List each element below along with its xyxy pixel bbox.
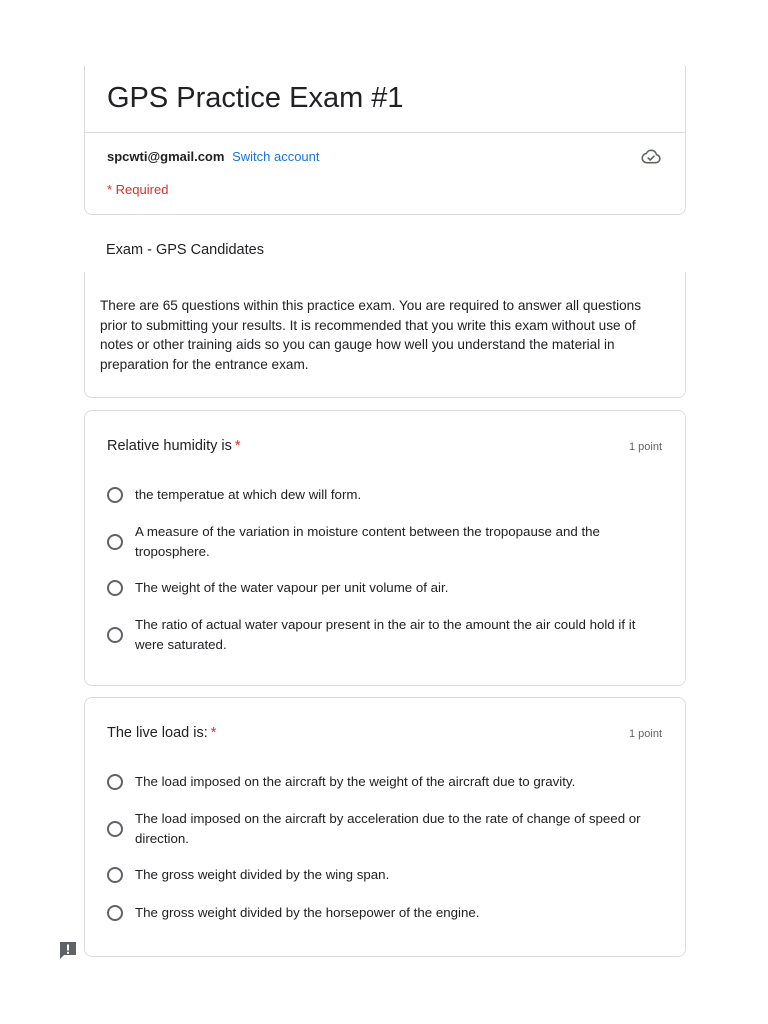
answer-option[interactable] <box>107 485 667 505</box>
question-title <box>107 438 241 454</box>
question-title <box>107 725 216 741</box>
answer-option[interactable] <box>107 865 667 885</box>
option-label: A measure of the variation in moisture content between the tropopause and the troposphere. <box>135 524 600 559</box>
account-email: spcwti@gmail.com <box>107 149 225 164</box>
feedback-icon[interactable] <box>59 941 77 961</box>
required-asterisk: * <box>210 725 217 741</box>
form-header-card <box>84 66 686 215</box>
question-card-2 <box>84 697 686 957</box>
required-note: * Required <box>107 182 169 197</box>
question-title-text: Relative humidity is <box>107 438 232 454</box>
radio-button[interactable] <box>107 867 123 883</box>
answer-option[interactable] <box>107 615 667 654</box>
question-points: 1 point <box>628 728 662 740</box>
option-label: The gross weight divided by the wing span. <box>135 867 390 882</box>
answer-option[interactable] <box>107 903 667 923</box>
radio-button[interactable] <box>107 487 123 503</box>
answer-option[interactable] <box>107 522 667 561</box>
radio-button[interactable] <box>107 774 123 790</box>
answer-option[interactable] <box>107 772 667 792</box>
question-title-text: The live load is: <box>107 725 208 741</box>
option-label: The load imposed on the aircraft by acceleration due to the rate of change of speed or direction. <box>135 811 641 846</box>
switch-account-link[interactable]: Switch account <box>232 149 320 164</box>
option-label: The load imposed on the aircraft by the weight of the aircraft due to gravity. <box>135 774 576 789</box>
cloud-check-icon <box>640 148 662 164</box>
section-description-card <box>84 272 686 398</box>
option-label: The weight of the water vapour per unit volume of air. <box>135 580 449 595</box>
section-description: There are 65 questions within this practice exam. You are required to answer all questions prior to submitting your results. It is recommended that you write this exam without use of notes or other training aids so you can gauge how well you understand the material in preparation for the entrance exam. <box>100 298 642 372</box>
section-title: Exam - GPS Candidates <box>106 242 264 258</box>
header-divider <box>85 132 685 133</box>
required-asterisk: * <box>234 438 241 454</box>
option-label: the temperatue at which dew will form. <box>135 487 362 502</box>
answer-option[interactable] <box>107 578 667 598</box>
answer-option[interactable] <box>107 809 667 848</box>
question-points: 1 point <box>628 441 662 453</box>
question-card-1 <box>84 410 686 686</box>
radio-button[interactable] <box>107 821 123 837</box>
option-label: The ratio of actual water vapour present in the air to the amount the air could hold if it were saturated. <box>135 617 636 652</box>
radio-button[interactable] <box>107 580 123 596</box>
radio-button[interactable] <box>107 534 123 550</box>
account-row <box>107 149 320 164</box>
option-label: The gross weight divided by the horsepower of the engine. <box>135 905 480 920</box>
radio-button[interactable] <box>107 905 123 921</box>
radio-button[interactable] <box>107 627 123 643</box>
form-title: GPS Practice Exam #1 <box>107 82 404 114</box>
